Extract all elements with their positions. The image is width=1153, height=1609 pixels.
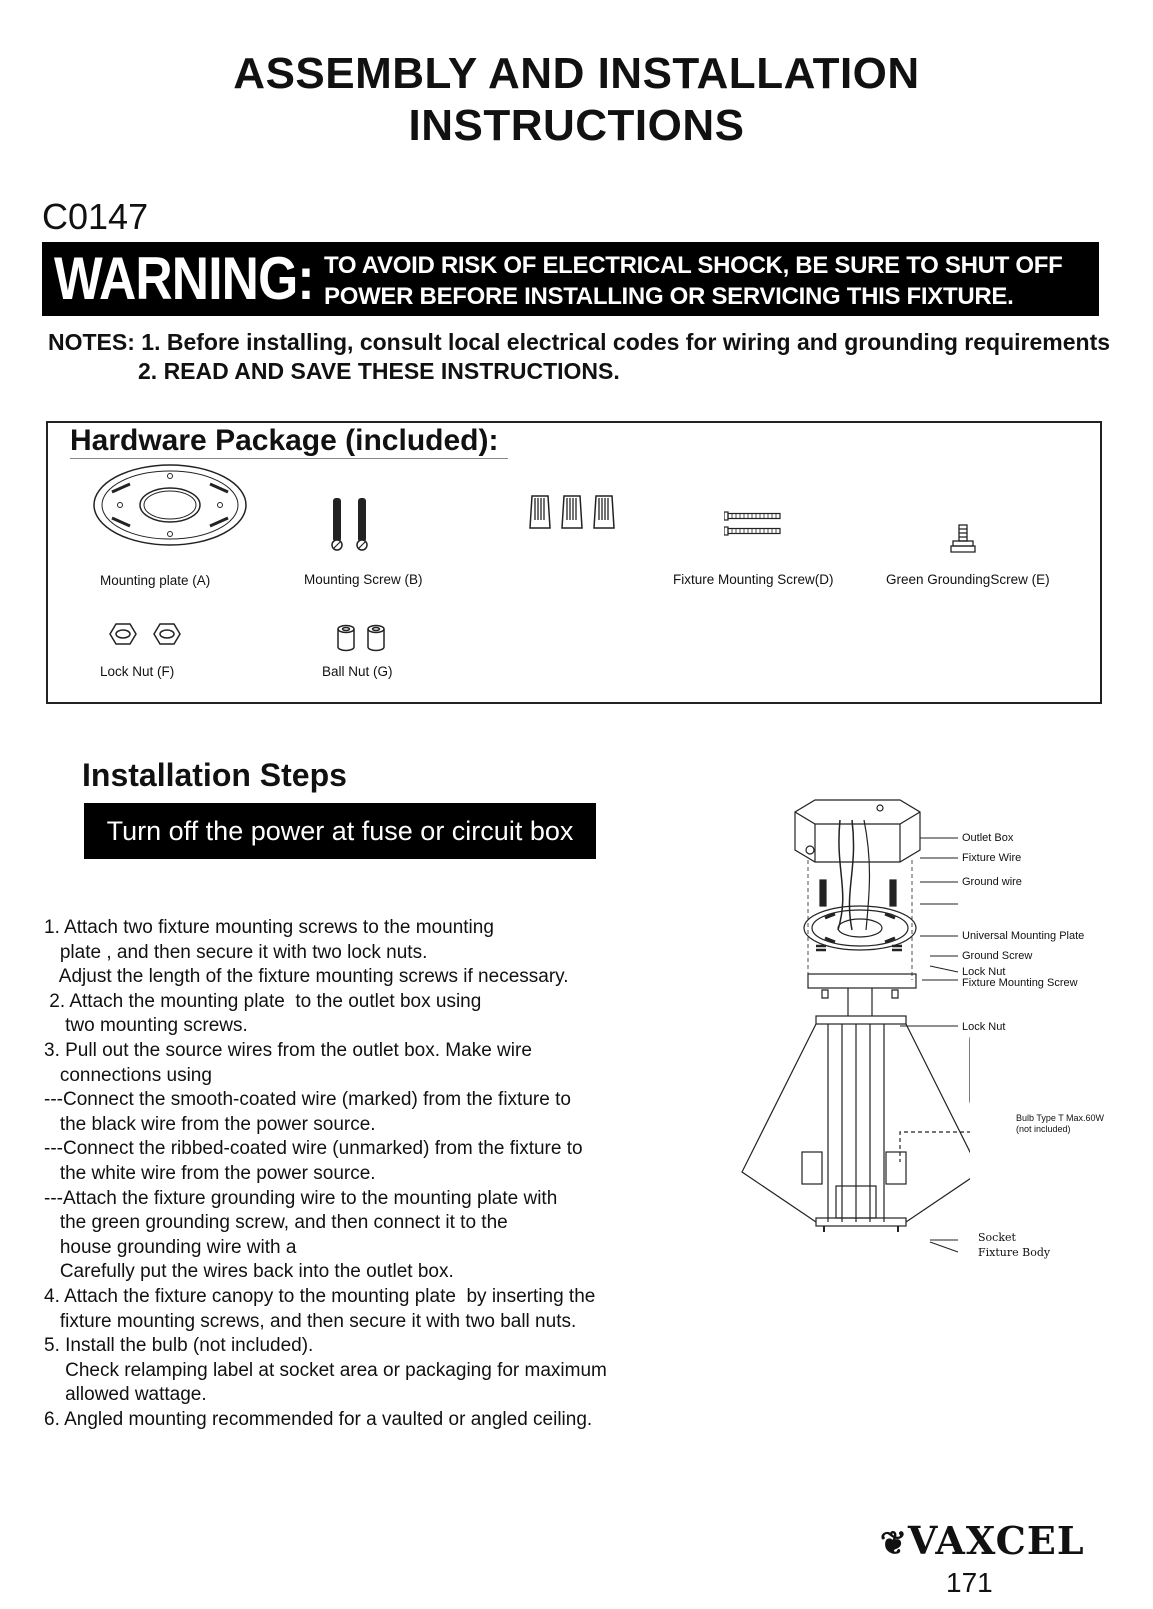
warning-line2: POWER BEFORE INSTALLING OR SERVICING THIS FIXTURE.: [324, 283, 1014, 310]
diagram-label-outlet-box: Outlet Box: [962, 832, 1014, 844]
hardware-label-f: Lock Nut (F): [100, 664, 175, 679]
notes-line2: 2. READ AND SAVE THESE INSTRUCTIONS.: [138, 358, 620, 384]
model-number: C0147: [42, 196, 149, 237]
diagram-leader-lines: [900, 830, 960, 1260]
diagram-label-ground-screw: Ground Screw: [962, 950, 1033, 962]
hardware-label-a: Mounting plate (A): [100, 573, 211, 588]
step-line: fixture mounting screws, and then secure it with two ball nuts.: [44, 1310, 577, 1332]
installation-steps-title: Installation Steps: [82, 757, 347, 793]
diagram-label-bulb-type: Bulb Type T Max.60W: [1016, 1113, 1105, 1123]
step-line: two mounting screws.: [44, 1015, 248, 1037]
page-title-line1: ASSEMBLY AND INSTALLATION: [233, 49, 920, 98]
step-line: house grounding wire with a: [44, 1236, 297, 1258]
step-line: 5. Install the bulb (not included).: [44, 1335, 314, 1357]
warning-banner: [42, 242, 1099, 316]
mounting-plate-icon: [90, 462, 250, 548]
step-line: ---Attach the fixture grounding wire to the mounting plate with: [44, 1187, 558, 1209]
fixture-mounting-screw-icon: [724, 510, 782, 538]
step-line: allowed wattage.: [44, 1384, 207, 1406]
step-line: 1. Attach two fixture mounting screws to the mounting: [44, 917, 494, 938]
diagram-label-mounting-plate: Universal Mounting Plate: [962, 930, 1085, 942]
notes-line1: NOTES: 1. Before installing, consult local electrical codes for wiring and grounding requirements: [48, 329, 1111, 355]
page-title-line2: INSTRUCTIONS: [408, 101, 745, 150]
step-line: 3. Pull out the source wires from the outlet box. Make wire: [44, 1040, 532, 1061]
step-line: the green grounding screw, and then connect it to the: [44, 1212, 508, 1234]
diagram-label-fixture-body: Fixture Body: [978, 1246, 1051, 1259]
brand-mark-icon: ❦: [880, 1524, 908, 1562]
hardware-label-b: Mounting Screw (B): [304, 572, 423, 587]
step-line: ---Connect the ribbed-coated wire (unmarked) from the fixture to: [44, 1138, 583, 1160]
lock-nut-icon: [108, 622, 184, 646]
wire-nut-icon: [528, 494, 620, 530]
grounding-screw-icon: [950, 524, 976, 554]
step-line: Check relamping label at socket area or packaging for maximum: [44, 1359, 607, 1381]
hardware-label-g: Ball Nut (G): [322, 664, 393, 679]
step-line: ---Connect the smooth-coated wire (marked) from the fixture to: [44, 1089, 571, 1111]
warning-label: WARNING:: [54, 245, 314, 312]
step-line: the white wire from the power source.: [44, 1163, 376, 1184]
diagram-label-lock-nut-2: Lock Nut: [962, 1021, 1006, 1033]
step-line: 2. Attach the mounting plate to the outlet box using: [44, 990, 482, 1012]
warning-text: [324, 250, 1063, 312]
diagram-label-bulb-note: (not included): [1016, 1124, 1071, 1134]
step-line: 4. Attach the fixture canopy to the mounting plate by inserting the: [44, 1286, 596, 1307]
diagram-label-lock-nut: Lock Nut: [962, 966, 1006, 978]
diagram-label-fixture-mounting-screw: Fixture Mounting Screw: [962, 977, 1078, 989]
hardware-label-d: Fixture Mounting Screw(D): [673, 572, 834, 587]
step-line: plate , and then secure it with two lock nuts.: [44, 941, 428, 963]
diagram-label-ground-wire: Ground wire: [962, 876, 1022, 888]
step-line: Carefully put the wires back into the outlet box.: [44, 1261, 454, 1283]
diagram-label-fixture-wire: Fixture Wire: [962, 852, 1022, 864]
power-off-notice: Turn off the power at fuse or circuit box: [84, 803, 596, 859]
diagram-label-socket: Socket: [978, 1231, 1016, 1244]
brand-logo: [880, 1518, 1085, 1563]
notes: [48, 328, 1110, 386]
brand-name: VAXCEL: [907, 1518, 1085, 1563]
step-line: connections using: [44, 1064, 212, 1086]
warning-line1: TO AVOID RISK OF ELECTRICAL SHOCK, BE SURE TO SHUT OFF: [324, 252, 1063, 279]
step-line: the black wire from the power source.: [44, 1113, 376, 1135]
hardware-label-e: Green GroundingScrew (E): [886, 572, 1050, 587]
page-number: 171: [946, 1567, 993, 1598]
step-line: 6. Angled mounting recommended for a vaulted or angled ceiling.: [44, 1409, 593, 1430]
step-line: Adjust the length of the fixture mounting screws if necessary.: [44, 966, 569, 988]
hardware-package-title: Hardware Package (included):: [70, 424, 508, 459]
ball-nut-icon: [336, 624, 392, 652]
mounting-screw-icon: [328, 498, 376, 552]
